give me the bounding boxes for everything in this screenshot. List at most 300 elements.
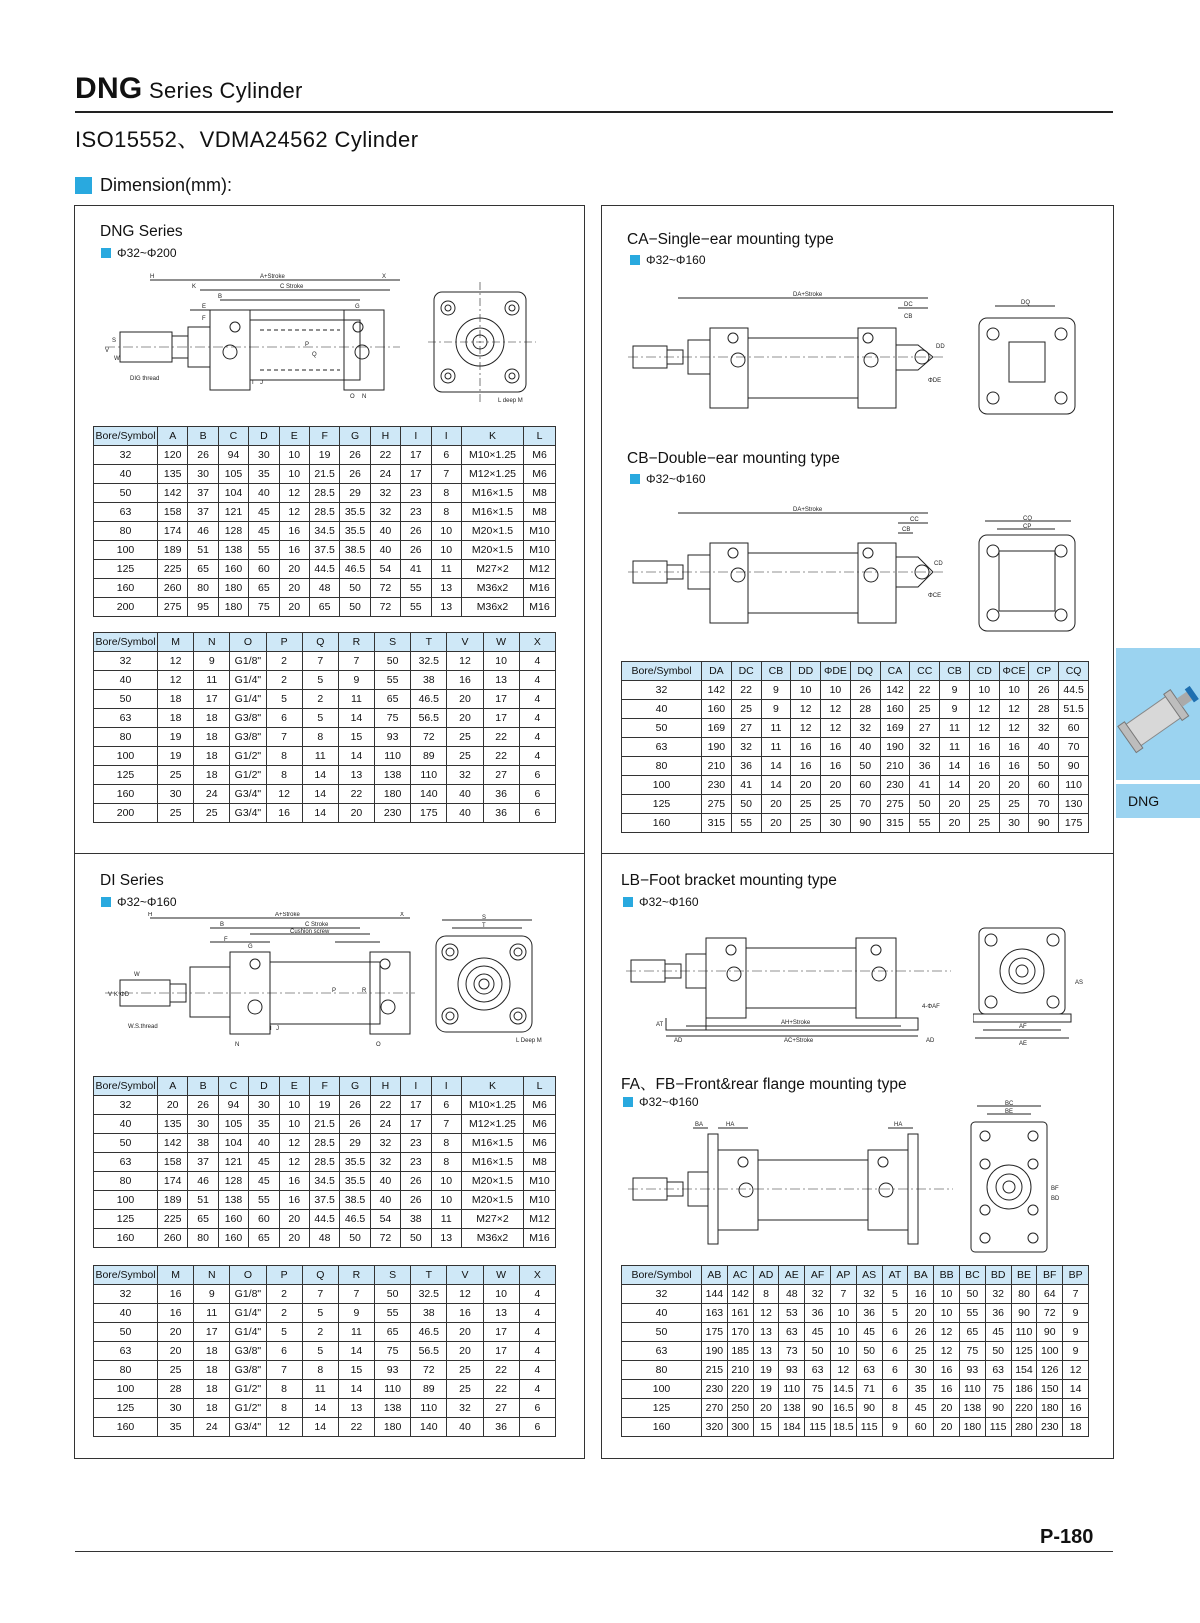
table-cell: 38.5 [340,1191,370,1210]
table-cell: 6 [519,785,555,804]
table-cell: 36 [805,1304,831,1323]
dng-drawing-label: I [252,380,254,386]
table-cell: 50 [401,1229,431,1248]
table-cell: G1/4" [230,1323,266,1342]
table-cell: 144 [702,1285,728,1304]
table-cell: 16 [447,1304,483,1323]
table-cell: 44.5 [1059,681,1089,700]
table-cell: 100 [94,1191,158,1210]
table-cell: 60 [1059,719,1089,738]
table-cell: 16 [821,757,851,776]
table-cell: M12×1.25 [462,465,524,484]
table-cell: 12 [158,671,194,690]
table-cell: 230 [1037,1418,1063,1437]
table-cell: 14.5 [830,1380,856,1399]
table-cell: 160 [880,700,910,719]
table-cell: 80 [94,728,158,747]
table-cell: 220 [727,1380,753,1399]
table-cell: 27 [910,719,940,738]
table-cell: 100 [1037,1342,1063,1361]
table-cell: 19 [158,728,194,747]
table-cell: 11 [338,1323,374,1342]
cb-title: CB−Double−ear mounting type [627,450,840,467]
table-cell: 16 [158,1304,194,1323]
table-cell: 11 [302,1380,338,1399]
table-row [94,484,556,503]
table-header-cell: I [401,1077,431,1096]
table-cell: 45 [249,503,279,522]
table-cell: 110 [1011,1323,1037,1342]
table-cell: 28 [1029,700,1059,719]
table-row [94,1096,556,1115]
table-cell: 70 [1029,795,1059,814]
table-cell: 37.5 [309,541,339,560]
dng-drawing-label: C Stroke [280,284,304,290]
table-cell: 315 [880,814,910,833]
table-cell: 22 [338,785,374,804]
lb-title: LB−Foot bracket mounting type [621,872,837,889]
table-cell: 175 [702,1323,728,1342]
table-cell: 60 [1029,776,1059,795]
table-cell: 12 [969,719,999,738]
table-cell: M6 [524,446,556,465]
table-cell: 50 [959,1285,985,1304]
table-cell: 10 [279,465,309,484]
table-header-cell: D [249,427,279,446]
table-row [94,1380,556,1399]
table-cell: 10 [279,446,309,465]
table-cell: 64 [1037,1285,1063,1304]
table-cell: 36 [483,785,519,804]
table-row [622,757,1089,776]
table-cell: 154 [1011,1361,1037,1380]
table-cell: 23 [401,503,431,522]
footer-rule [75,1551,1113,1552]
table-cell: 4 [519,671,555,690]
table-cell: 90 [1029,814,1059,833]
di-drawing-label: N [235,1042,240,1048]
table-cell: 36 [483,804,519,823]
ca-drawing-label: DC [904,302,913,308]
table-cell: 11 [940,738,970,757]
table-cell: 45 [908,1399,934,1418]
table-header-cell: N [194,1266,230,1285]
table-cell: 230 [702,1380,728,1399]
fa-end-drawing [965,1100,1065,1260]
table-cell: 6 [266,709,302,728]
table-cell: 11 [431,1210,461,1229]
table-cell: 55 [249,1191,279,1210]
table-header-cell: I [431,1077,461,1096]
table-cell: 25 [194,804,230,823]
dng-drawing-label: J [260,380,263,386]
table-cell: 14 [761,776,791,795]
table-cell: 45 [249,522,279,541]
lb-drawing-label: AS [1075,980,1084,986]
table-cell: 56.5 [411,709,447,728]
table-row [94,1134,556,1153]
table-cell: 63 [805,1361,831,1380]
table-cell: 30 [158,1399,194,1418]
table-cell: 30 [908,1361,934,1380]
table-cell: 50 [340,579,370,598]
table-header-cell: Bore/Symbol [94,1266,158,1285]
table-cell: 12 [934,1342,960,1361]
table-header-cell: CA [880,662,910,681]
series-bold: DNG [75,72,143,105]
table-cell: 142 [158,484,188,503]
table-cell: 34.5 [309,1172,339,1191]
table-cell: 115 [985,1418,1011,1437]
table-cell: 26 [401,1172,431,1191]
table-cell: G3/4" [230,1418,266,1437]
table-cell: 20 [338,804,374,823]
table-cell: 32 [850,719,880,738]
table-cell: 26 [908,1323,934,1342]
table-row [94,1399,556,1418]
table-row [94,465,556,484]
table-cell: 138 [375,766,411,785]
table-header-cell: S [375,1266,411,1285]
table-cell: 75 [249,598,279,617]
table-cell: 6 [882,1323,908,1342]
table-header-cell: BB [934,1266,960,1285]
table-cell: G3/4" [230,804,266,823]
lb-drawing-label: AD [926,1038,935,1044]
fa-drawing-label: HA [894,1122,903,1128]
table-cell: 158 [158,1153,188,1172]
table-cell: 50 [985,1342,1011,1361]
table-cell: 14 [338,709,374,728]
table-cell: 70 [850,795,880,814]
table-cell: 9 [194,652,230,671]
table-cell: 9 [338,671,374,690]
cb-side-drawing [628,505,948,635]
table-header-cell: O [230,633,266,652]
table-cell: 2 [302,690,338,709]
table-header-cell: Q [302,1266,338,1285]
di-drawing-label: L Deep M [516,1038,542,1044]
table-cell: 71 [856,1380,882,1399]
table-cell: 18 [194,1361,230,1380]
di-drawing-label: R [362,988,367,994]
table-cell: 36 [910,757,940,776]
table-cell: 7 [338,1285,374,1304]
table-cell: 14 [302,1399,338,1418]
table-cell: 9 [1063,1323,1089,1342]
table-cell: 275 [880,795,910,814]
table-cell: 10 [830,1342,856,1361]
table-cell: M20×1.5 [462,541,524,560]
table-cell: 23 [401,1134,431,1153]
ca-drawing-label: DQ [1021,300,1030,306]
table-cell: 40 [370,541,400,560]
table-cell: 35.5 [340,1172,370,1191]
table-cell: 26 [401,522,431,541]
table-cell: 125 [1011,1342,1037,1361]
ca-drawing-label: ΦDE [928,378,942,384]
table-cell: 38.5 [340,541,370,560]
table-cell: 80 [622,1361,702,1380]
table-cell: 25 [158,1361,194,1380]
dng-drawing-label: H [150,274,155,280]
table-cell: M10 [524,1172,556,1191]
table-cell: 7 [830,1285,856,1304]
table-cell: 29 [340,484,370,503]
table-header-cell: DQ [850,662,880,681]
di-drawing-label: K [114,992,119,998]
table-cell: 260 [158,1229,188,1248]
table-header-cell: AT [882,1266,908,1285]
table-header-cell: CC [910,662,940,681]
table-header-cell: AE [779,1266,805,1285]
table-cell: 2 [266,1304,302,1323]
table-cell: 80 [622,757,702,776]
table-cell: 16 [158,1285,194,1304]
table-cell: 72 [411,728,447,747]
table-cell: 16 [447,671,483,690]
table-cell: 2 [266,1285,302,1304]
table-cell: 4 [519,652,555,671]
table-cell: 13 [338,1399,374,1418]
table-cell: G1/8" [230,1285,266,1304]
table-cell: 12 [821,719,851,738]
table-cell: 9 [940,681,970,700]
table-cell: M6 [524,465,556,484]
table-cell: 270 [702,1399,728,1418]
table-cell: 26 [401,541,431,560]
table-cell: 50 [94,1134,158,1153]
cb-drawing-label: CP [1023,524,1032,530]
table-cell: 10 [934,1285,960,1304]
table-cell: 105 [218,465,248,484]
table-cell: 160 [94,579,158,598]
table-row [94,579,556,598]
table-cell: 46.5 [340,560,370,579]
table-cell: 9 [761,681,791,700]
table-header-cell: Bore/Symbol [94,633,158,652]
table-cell: G3/8" [230,709,266,728]
section-label: Dimension(mm): [100,175,233,195]
table-cell: 63 [622,738,702,757]
table-cell: 75 [375,1342,411,1361]
table-row [622,1399,1089,1418]
table-cell: 93 [375,1361,411,1380]
table-cell: 21.5 [309,465,339,484]
cacb-table-body [622,662,1089,833]
table-cell: 186 [1011,1380,1037,1399]
di-drawing-label: S [482,915,487,921]
table-cell: 14 [302,785,338,804]
table-header-cell: B [188,427,218,446]
table-row [94,1191,556,1210]
table-cell: 17 [401,1096,431,1115]
lb-side-drawing [626,918,956,1046]
table-cell: M16 [524,579,556,598]
table-cell: 16 [791,757,821,776]
table-cell: 13 [431,579,461,598]
table-cell: 19 [309,1096,339,1115]
table-cell: M27×2 [462,1210,524,1229]
table-cell: 17 [483,1323,519,1342]
table-cell: 18 [194,747,230,766]
table-cell: 7 [431,1115,461,1134]
table-cell: 12 [158,652,194,671]
table-cell: 17 [401,446,431,465]
table-cell: M10×1.25 [462,446,524,465]
table-cell: M10×1.25 [462,1096,524,1115]
table-cell: 10 [934,1304,960,1323]
table-cell: 121 [218,503,248,522]
table-cell: 18 [194,1342,230,1361]
table-cell: 46.5 [411,1323,447,1342]
table-cell: 20 [279,1229,309,1248]
table-cell: 5 [302,671,338,690]
table-header-cell: X [519,1266,555,1285]
table-cell: 22 [483,1380,519,1399]
table-cell: 220 [1011,1399,1037,1418]
table-cell: M36x2 [462,1229,524,1248]
table-cell: 8 [302,1361,338,1380]
table-cell: 9 [882,1418,908,1437]
table-cell: 210 [727,1361,753,1380]
table-cell: 11 [940,719,970,738]
table-cell: 20 [940,795,970,814]
table-cell: 230 [375,804,411,823]
table-cell: 38 [411,671,447,690]
table-cell: 15 [753,1418,779,1437]
table-cell: 6 [882,1380,908,1399]
table-cell: 12 [791,700,821,719]
table-row [94,446,556,465]
table-cell: 20 [999,776,1029,795]
table-cell: 40 [622,1304,702,1323]
table-cell: 210 [880,757,910,776]
table-cell: 138 [375,1399,411,1418]
ca-drawing-label: DD [936,344,945,350]
dng-drawing-label: X [382,274,387,280]
table-cell: 180 [1037,1399,1063,1418]
table-header-cell: R [338,633,374,652]
cb-drawing-label: CC [910,517,919,523]
table-cell: 63 [779,1323,805,1342]
table-cell: 6 [266,1342,302,1361]
table-cell: 12 [821,700,851,719]
table-cell: 16 [934,1380,960,1399]
table-cell: 54 [370,1210,400,1229]
dng-drawing-label: A+Stroke [260,274,285,280]
table-cell: M20×1.5 [462,522,524,541]
table-cell: 210 [702,757,732,776]
table-cell: 10 [821,681,851,700]
table-cell: 9 [940,700,970,719]
table-row [94,1361,556,1380]
table-cell: 26 [850,681,880,700]
table-row [94,1115,556,1134]
lb-drawing-label: AE [1019,1041,1028,1047]
table-cell: 14 [338,747,374,766]
table-row [94,503,556,522]
table-header-cell: W [483,633,519,652]
range-square-icon [623,1097,633,1107]
table-cell: 200 [94,598,158,617]
table-cell: 174 [158,522,188,541]
table-cell: 20 [279,560,309,579]
table-cell: 18 [194,766,230,785]
table-cell: 160 [218,560,248,579]
table-header-cell: BA [908,1266,934,1285]
table-header-cell: B [188,1077,218,1096]
table-header-cell: AP [830,1266,856,1285]
table-cell: 19 [753,1361,779,1380]
table-cell: 75 [805,1380,831,1399]
table-cell: 80 [188,1229,218,1248]
table-cell: 63 [94,1153,158,1172]
table-cell: 230 [702,776,732,795]
table-header-cell: ΦDE [821,662,851,681]
table-cell: M16 [524,598,556,617]
table-row [622,776,1089,795]
table-cell: 6 [882,1361,908,1380]
table-cell: G1/8" [230,652,266,671]
table-cell: 13 [483,1304,519,1323]
table-header-cell: CB [940,662,970,681]
cb-drawing-label: DA+Stroke [793,507,823,513]
table-cell: 20 [279,579,309,598]
lbfa-table-body [622,1266,1089,1437]
table-cell: 40 [370,1191,400,1210]
ca-side-drawing [628,290,948,420]
table-cell: 10 [483,1285,519,1304]
table-cell: 63 [985,1361,1011,1380]
table-cell: M10 [524,522,556,541]
table-cell: 8 [266,747,302,766]
table-cell: 13 [483,671,519,690]
table-cell: 25 [969,795,999,814]
table-cell: M27×2 [462,560,524,579]
table-cell: 30 [821,814,851,833]
table-cell: 22 [370,446,400,465]
table-row [94,785,556,804]
table-header-cell: K [462,427,524,446]
table-row [94,1172,556,1191]
table-cell: 169 [702,719,732,738]
table-cell: 40 [447,804,483,823]
table-cell: 32 [731,738,761,757]
lb-drawing-label: AF [1019,1024,1027,1030]
table-header-cell: CQ [1059,662,1089,681]
table-cell: 22 [483,728,519,747]
table-cell: 45 [805,1323,831,1342]
table-cell: M16×1.5 [462,1134,524,1153]
table-header-cell: V [447,1266,483,1285]
table-cell: 16 [908,1285,934,1304]
table-cell: 25 [791,814,821,833]
dng-drawing-label: E [202,304,207,310]
table-header-cell: I [401,427,431,446]
table-cell: 142 [158,1134,188,1153]
table-cell: 20 [761,814,791,833]
table-cell: 120 [158,446,188,465]
table-cell: 93 [779,1361,805,1380]
table-cell: 189 [158,1191,188,1210]
table-cell: 25 [969,814,999,833]
table-cell: M6 [524,1096,556,1115]
table-cell: 65 [249,579,279,598]
table-cell: 80 [94,1361,158,1380]
ca-title: CA−Single−ear mounting type [627,231,834,248]
table-row [94,690,556,709]
